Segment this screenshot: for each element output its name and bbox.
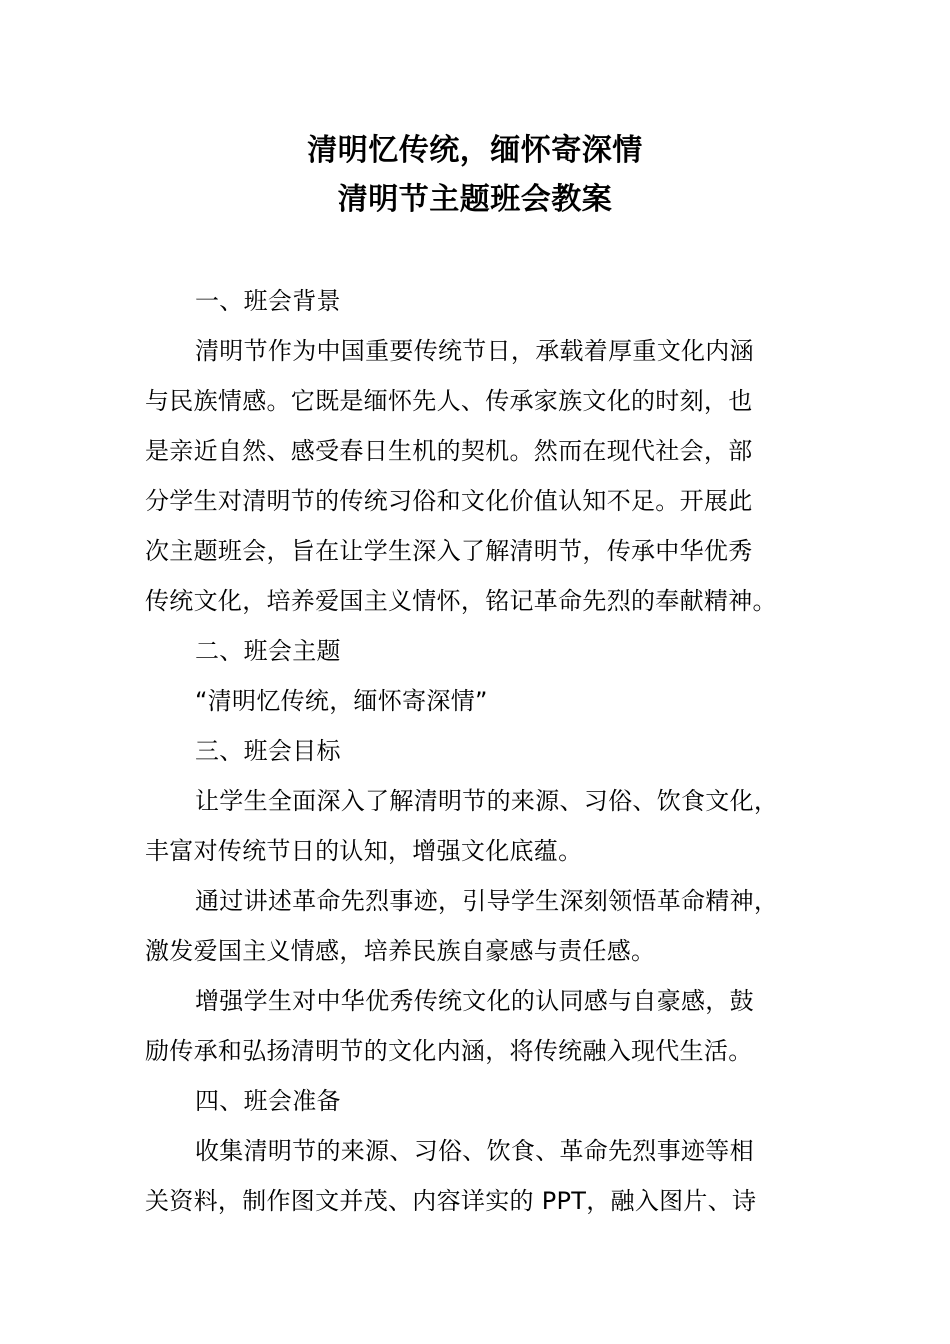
document-subtitle: 清明节主题班会教案 [337,182,613,217]
text-line: 是亲近自然、感受春日生机的契机。然而在现代社会，部 [145,437,753,465]
text-line: 清明节作为中国重要传统节日，承载着厚重文化内涵 [195,337,754,365]
text-line: 与民族情感。它既是缅怀先人、传承家族文化的时刻，也 [145,387,753,415]
text-line: 增强学生对中华优秀传统文化的认同感与自豪感，鼓 [195,987,754,1015]
text-line: 传统文化，培养爱国主义情怀，铭记革命先烈的奉献精神。 [145,587,777,615]
section-heading-theme: 二、班会主题 [195,637,341,665]
text-line: 收集清明节的来源、习俗、饮食、革命先烈事迹等相 [195,1137,754,1165]
text-line: 丰富对传统节日的认知，增强文化底蕴。 [145,837,583,865]
text-line: 次主题班会，旨在让学生深入了解清明节，传承中华优秀 [145,537,753,565]
theme-quote: “清明忆传统，缅怀寄深情” [195,687,488,715]
text-line: 励传承和弘扬清明节的文化内涵，将传统融入现代生活。 [145,1037,753,1065]
section-heading-preparation: 四、班会准备 [195,1087,341,1115]
section-heading-background: 一、班会背景 [195,287,341,315]
text-line: 让学生全面深入了解清明节的来源、习俗、饮食文化， [195,787,779,815]
text-line: 通过讲述革命先烈事迹，引导学生深刻领悟革命精神， [195,887,779,915]
text-line: 关资料，制作图文并茂、内容详实的 PPT，融入图片、诗 [145,1187,757,1215]
section-heading-goals: 三、班会目标 [195,737,341,765]
text-line: 分学生对清明节的传统习俗和文化价值认知不足。开展此 [145,487,753,515]
document-body [145,276,825,1226]
text-line: 激发爱国主义情感，培养民族自豪感与责任感。 [145,937,656,965]
document-title: 清明忆传统，缅怀寄深情 [307,133,643,168]
